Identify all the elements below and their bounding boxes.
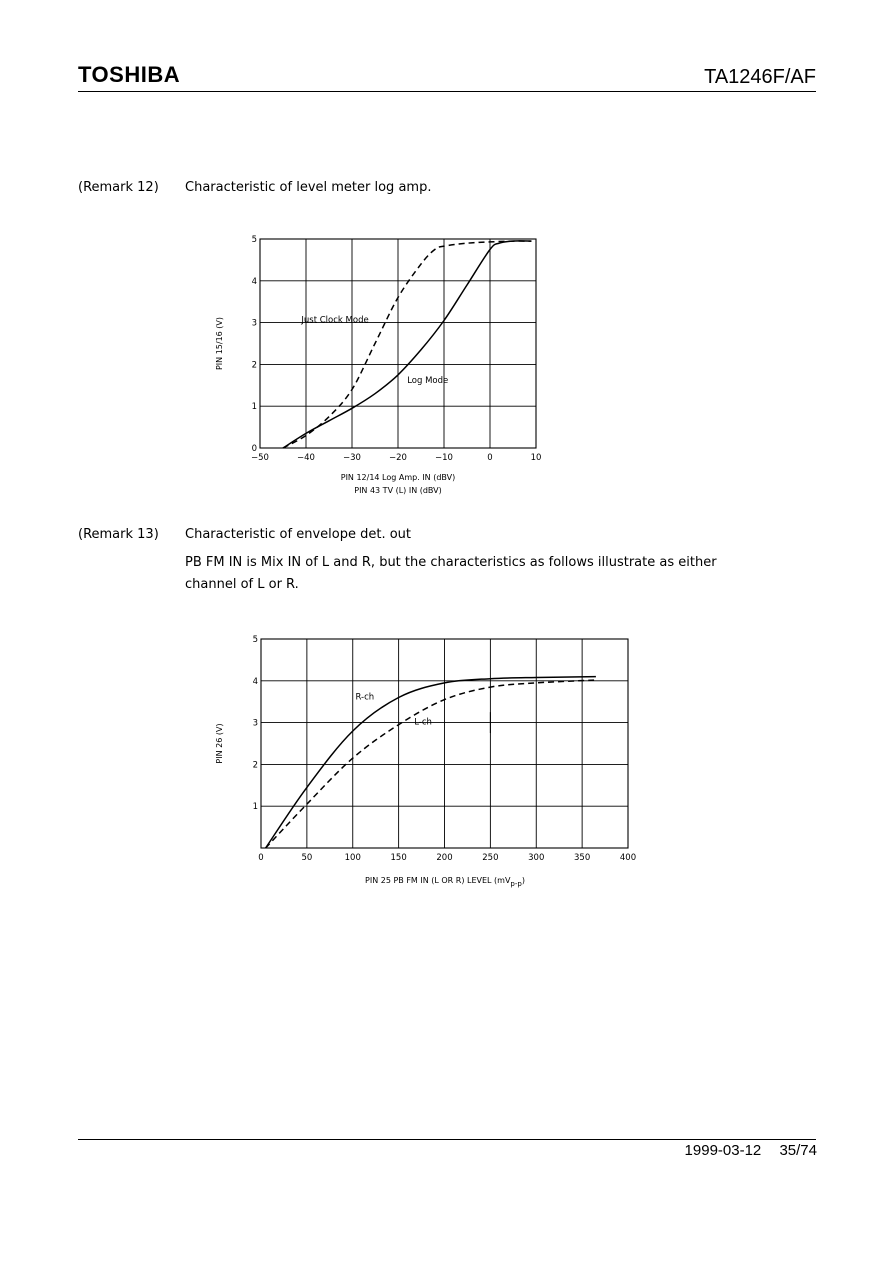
series-line-just-clock-mode	[283, 241, 531, 448]
x-tick-label: −20	[389, 453, 407, 463]
remark-12-tag: (Remark 12)	[78, 180, 159, 195]
y-tick-label: 2	[252, 760, 258, 771]
x-tick-label: 50	[301, 853, 313, 863]
y-tick-label: 1	[251, 402, 257, 413]
y-tick-label: 2	[251, 360, 257, 371]
x-axis-label: PIN 25 PB FM IN (L OR R) LEVEL (mVp-p)	[365, 876, 525, 888]
x-tick-label: 400	[619, 853, 637, 863]
remark-13-title: Characteristic of envelope det. out	[185, 527, 411, 542]
x-tick-label: −10	[435, 453, 453, 463]
y-tick-label: 5	[251, 235, 257, 245]
x-tick-label: 0	[258, 853, 264, 863]
header-rule	[78, 91, 816, 92]
part-number: TA1246F/AF	[704, 66, 816, 88]
footer-rule	[78, 1139, 816, 1140]
remark-13-tag: (Remark 13)	[78, 527, 159, 542]
x-tick-label: 0	[487, 453, 493, 463]
y-tick-label: 3	[252, 718, 258, 729]
toshiba-logo: TOSHIBA	[78, 62, 181, 87]
x-tick-label: 100	[344, 853, 361, 863]
y-axis-label: PIN 26 (V)	[215, 723, 224, 764]
annotation-label: R-ch	[355, 692, 375, 703]
x-tick-label: −50	[251, 453, 269, 463]
x-axis-label-2: PIN 43 TV (L) IN (dBV)	[354, 486, 442, 495]
footer-date: 1999-03-12	[684, 1142, 762, 1159]
x-tick-label: 150	[390, 853, 407, 863]
x-tick-label: 200	[436, 853, 453, 863]
remark-13-description-line-1: PB FM IN is Mix IN of L and R, but the characteristics as follows illustrate as either	[185, 555, 717, 570]
footer-page: 35/74	[779, 1142, 817, 1159]
series-line-r-ch	[266, 677, 596, 848]
y-tick-label: 5	[252, 635, 258, 645]
remark-13-description-line-2: channel of L or R.	[185, 577, 299, 592]
y-tick-label: 1	[252, 802, 258, 813]
annotation-label: L-ch	[414, 717, 432, 728]
log-amp-chart	[200, 228, 560, 503]
x-tick-label: 250	[482, 853, 499, 863]
x-tick-label: 10	[530, 453, 542, 463]
annotation-label: Just Clock Mode	[301, 315, 369, 326]
y-tick-label: 4	[251, 276, 257, 287]
series-line-log-mode	[283, 241, 531, 448]
x-axis-label-subscript: p-p	[510, 880, 522, 888]
y-tick-label: 4	[252, 676, 258, 687]
envelope-det-chart	[200, 628, 660, 893]
x-tick-label: 350	[574, 853, 591, 863]
y-tick-label: 3	[251, 318, 257, 329]
remark-12-title: Characteristic of level meter log amp.	[185, 180, 432, 195]
y-axis-label: PIN 15/16 (V)	[215, 316, 224, 371]
y-tick-label: 0	[251, 444, 257, 454]
x-axis-label-close: )	[521, 876, 525, 885]
footer	[685, 1142, 817, 1159]
x-tick-label: −40	[297, 453, 315, 463]
x-tick-label: 300	[528, 853, 545, 863]
x-axis-label: PIN 12/14 Log Amp. IN (dBV)	[340, 473, 456, 482]
x-tick-label: −30	[343, 453, 361, 463]
annotation-label: Log Mode	[407, 376, 449, 387]
